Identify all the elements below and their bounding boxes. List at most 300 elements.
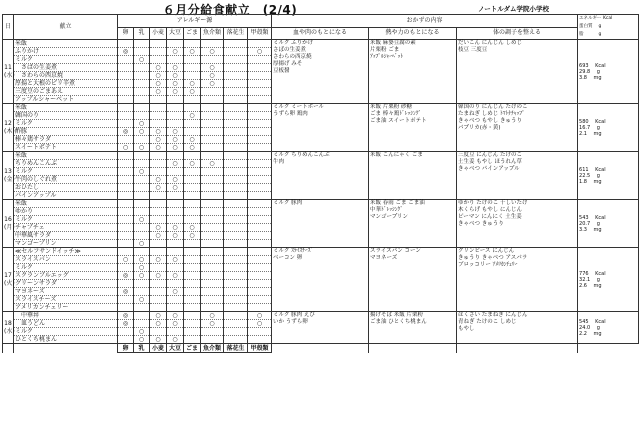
allergen-mark bbox=[224, 56, 248, 64]
allergen-mark bbox=[150, 280, 167, 288]
nutrition-values: 543 Kcal 20.7 g 3.3 mg bbox=[578, 200, 639, 248]
allergen-mark bbox=[224, 256, 248, 264]
allergen-header-4: ごま bbox=[184, 27, 201, 40]
nutrition-values: 693 Kcal 29.8 g 3.8 mg bbox=[578, 40, 639, 104]
allergen-mark bbox=[150, 48, 167, 56]
allergen-mark bbox=[167, 296, 184, 304]
allergen-mark bbox=[184, 304, 201, 312]
allergen-mark bbox=[248, 88, 272, 96]
allergen-mark bbox=[224, 72, 248, 80]
allergen-mark bbox=[118, 112, 134, 120]
footer-spacer bbox=[3, 344, 14, 353]
allergen-mark: ○ bbox=[184, 224, 201, 232]
allergen-mark bbox=[134, 208, 150, 216]
allergen-mark bbox=[224, 48, 248, 56]
contents-blood: ミルク ミートボール うずら卵 鶏肉 bbox=[272, 104, 369, 152]
allergen-mark: ○ bbox=[184, 112, 201, 120]
allergen-mark: ○ bbox=[150, 312, 167, 320]
allergen-mark: ○ bbox=[201, 320, 224, 328]
allergen-mark: ○ bbox=[201, 160, 224, 168]
allergen-mark bbox=[184, 192, 201, 200]
allergen-mark bbox=[224, 296, 248, 304]
allergen-mark bbox=[201, 120, 224, 128]
allergen-mark: ○ bbox=[150, 272, 167, 280]
menu-row bbox=[3, 312, 639, 320]
dish-name: 酢豚 bbox=[14, 128, 118, 136]
allergen-mark bbox=[248, 272, 272, 280]
dish-name: スライスチーズ bbox=[14, 296, 118, 304]
dish-name: ミルク bbox=[14, 120, 118, 128]
allergen-mark: ○ bbox=[150, 232, 167, 240]
allergen-footer-5: 魚介類 bbox=[201, 344, 224, 353]
allergen-mark: ○ bbox=[134, 328, 150, 336]
allergen-mark bbox=[248, 328, 272, 336]
allergen-mark bbox=[201, 248, 224, 256]
dish-name: マンゴープリン bbox=[14, 240, 118, 248]
dish-name: 米飯 bbox=[14, 40, 118, 48]
contents-blood: ミルク ふりかけ さばの生姜煮 さわらの西京焼 厚揚げ みそ 豆板醤 bbox=[272, 40, 369, 104]
allergen-mark bbox=[184, 216, 201, 224]
allergen-mark bbox=[224, 240, 248, 248]
dish-name: マヨネーズ bbox=[14, 288, 118, 296]
dish-name: 三度豆のごまあえ bbox=[14, 88, 118, 96]
allergen-mark: ○ bbox=[150, 88, 167, 96]
allergen-mark: ○ bbox=[167, 144, 184, 152]
day-date: 11 (水) bbox=[3, 40, 14, 104]
allergen-mark bbox=[184, 128, 201, 136]
allergen-mark: ○ bbox=[167, 312, 184, 320]
allergen-mark: ○ bbox=[184, 144, 201, 152]
allergen-mark bbox=[248, 184, 272, 192]
contents-body: だいこん にんじん しめじ 枝豆 三度豆 bbox=[457, 40, 578, 104]
header-menu: 献立 bbox=[14, 15, 118, 40]
allergen-mark: ○ bbox=[150, 128, 167, 136]
allergen-header-6: 落花生 bbox=[224, 27, 248, 40]
allergen-mark bbox=[118, 336, 134, 344]
allergen-mark bbox=[224, 192, 248, 200]
allergen-mark: ○ bbox=[167, 256, 184, 264]
dish-name: 棒々鶏サラダ bbox=[14, 136, 118, 144]
allergen-mark bbox=[167, 216, 184, 224]
allergen-mark: ○ bbox=[134, 256, 150, 264]
allergen-mark bbox=[201, 256, 224, 264]
allergen-mark bbox=[134, 304, 150, 312]
allergen-mark bbox=[224, 248, 248, 256]
allergen-mark bbox=[118, 240, 134, 248]
dish-name: 米飯 bbox=[14, 200, 118, 208]
school-name: ノートルダム学院小学校 bbox=[478, 5, 550, 13]
allergen-mark bbox=[184, 264, 201, 272]
menu-row bbox=[3, 200, 639, 208]
contents-heat: 揚げそば 米飯 片栗粉 ごま油 ひとくち桃まん bbox=[369, 312, 457, 344]
contents-body: 三度豆 にんじん たけのこ 土生姜 もやし ほうれん草 きゃべつ パインアップル bbox=[457, 152, 578, 200]
allergen-mark bbox=[118, 168, 134, 176]
allergen-mark bbox=[118, 216, 134, 224]
allergen-mark bbox=[150, 200, 167, 208]
allergen-mark: ◎ bbox=[118, 312, 134, 320]
allergen-mark bbox=[224, 96, 248, 104]
allergen-mark bbox=[201, 264, 224, 272]
dish-name: おひたし bbox=[14, 184, 118, 192]
contents-heat: 米飯 春雨 ごま ごま油 中華ﾄﾞﾚｯｼﾝｸﾞ マンゴープリン bbox=[369, 200, 457, 248]
allergen-mark: ○ bbox=[201, 312, 224, 320]
allergen-mark bbox=[167, 248, 184, 256]
allergen-mark bbox=[248, 192, 272, 200]
allergen-mark bbox=[201, 336, 224, 344]
allergen-mark bbox=[224, 88, 248, 96]
allergen-mark bbox=[184, 104, 201, 112]
allergen-mark bbox=[150, 56, 167, 64]
allergen-mark: ○ bbox=[134, 216, 150, 224]
allergen-mark: ○ bbox=[167, 224, 184, 232]
allergen-footer-7: 甲殻類 bbox=[248, 344, 272, 353]
allergen-mark bbox=[224, 264, 248, 272]
allergen-mark bbox=[201, 272, 224, 280]
allergen-mark bbox=[224, 160, 248, 168]
allergen-mark: ○ bbox=[201, 80, 224, 88]
allergen-mark bbox=[248, 112, 272, 120]
nutrition-values: 545 Kcal 24.0 g 2.2 mg bbox=[578, 312, 639, 344]
allergen-mark bbox=[248, 216, 272, 224]
allergen-mark bbox=[134, 320, 150, 328]
allergen-mark bbox=[167, 56, 184, 64]
allergen-mark: ○ bbox=[134, 272, 150, 280]
allergen-mark bbox=[224, 104, 248, 112]
header-contents: おかずの内容 bbox=[272, 15, 578, 28]
allergen-mark bbox=[167, 40, 184, 48]
allergen-mark bbox=[224, 64, 248, 72]
allergen-mark: ○ bbox=[167, 320, 184, 328]
allergen-mark bbox=[201, 304, 224, 312]
allergen-mark bbox=[224, 208, 248, 216]
allergen-mark bbox=[118, 80, 134, 88]
dish-name: ミルク bbox=[14, 56, 118, 64]
allergen-mark bbox=[201, 216, 224, 224]
contents-heat: スライスパン コーン マヨネーズ bbox=[369, 248, 457, 312]
allergen-mark bbox=[201, 136, 224, 144]
allergen-mark: ○ bbox=[118, 256, 134, 264]
allergen-mark bbox=[201, 200, 224, 208]
allergen-mark bbox=[150, 104, 167, 112]
allergen-mark: ○ bbox=[248, 48, 272, 56]
allergen-mark bbox=[167, 112, 184, 120]
dish-name: ミルク bbox=[14, 216, 118, 224]
allergen-mark bbox=[201, 144, 224, 152]
allergen-mark: ○ bbox=[134, 240, 150, 248]
allergen-mark bbox=[184, 240, 201, 248]
allergen-mark bbox=[248, 168, 272, 176]
allergen-mark: ◎ bbox=[118, 320, 134, 328]
allergen-mark bbox=[150, 192, 167, 200]
contents-blood: ミルク ｽﾗｲｽﾁｰｽﾞ ベーコン 卵 bbox=[272, 248, 369, 312]
allergen-mark bbox=[134, 112, 150, 120]
allergen-mark bbox=[248, 72, 272, 80]
allergen-mark: ○ bbox=[201, 64, 224, 72]
dish-name: 米飯 bbox=[14, 104, 118, 112]
allergen-mark: ○ bbox=[150, 256, 167, 264]
allergen-mark bbox=[248, 280, 272, 288]
allergen-mark bbox=[201, 192, 224, 200]
allergen-mark: ○ bbox=[184, 136, 201, 144]
footer-spacer bbox=[272, 344, 369, 353]
allergen-mark bbox=[201, 88, 224, 96]
allergen-mark bbox=[201, 40, 224, 48]
allergen-mark bbox=[134, 136, 150, 144]
footer-spacer bbox=[369, 344, 457, 353]
dish-name: 牛肉のしぐれ煮 bbox=[14, 176, 118, 184]
allergen-mark bbox=[150, 112, 167, 120]
allergen-mark: ○ bbox=[150, 64, 167, 72]
allergen-mark bbox=[118, 280, 134, 288]
allergen-mark bbox=[150, 168, 167, 176]
allergen-mark bbox=[167, 328, 184, 336]
allergen-mark bbox=[248, 120, 272, 128]
allergen-mark: ○ bbox=[167, 272, 184, 280]
allergen-mark bbox=[224, 80, 248, 88]
allergen-mark bbox=[201, 168, 224, 176]
allergen-mark bbox=[248, 160, 272, 168]
menu-row bbox=[3, 40, 639, 48]
allergen-mark bbox=[248, 264, 272, 272]
allergen-mark bbox=[150, 160, 167, 168]
dish-name: チャプチェ bbox=[14, 224, 118, 232]
dish-name: 皿うどん bbox=[14, 320, 118, 328]
header-day: 日 bbox=[3, 15, 14, 40]
allergen-mark bbox=[118, 64, 134, 72]
allergen-mark bbox=[224, 216, 248, 224]
allergen-mark bbox=[248, 40, 272, 48]
dish-name: ゆかり bbox=[14, 208, 118, 216]
allergen-mark bbox=[134, 280, 150, 288]
allergen-mark bbox=[118, 88, 134, 96]
header-allergy: アレルギー源 bbox=[118, 15, 272, 28]
day-date: 12 (木) bbox=[3, 104, 14, 152]
allergen-mark bbox=[118, 120, 134, 128]
allergen-mark bbox=[248, 336, 272, 344]
allergen-mark bbox=[118, 72, 134, 80]
dish-name: 中華丼 bbox=[14, 312, 118, 320]
allergen-mark bbox=[184, 64, 201, 72]
allergen-mark bbox=[224, 168, 248, 176]
page-title: ６月分給食献立 (2/4) bbox=[162, 3, 298, 17]
allergen-mark bbox=[150, 40, 167, 48]
allergen-mark bbox=[248, 56, 272, 64]
allergen-mark: ○ bbox=[184, 80, 201, 88]
allergen-mark bbox=[184, 200, 201, 208]
allergen-mark bbox=[134, 176, 150, 184]
allergen-mark bbox=[118, 248, 134, 256]
allergen-header-0: 卵 bbox=[118, 27, 134, 40]
allergen-mark bbox=[167, 240, 184, 248]
allergen-mark bbox=[201, 96, 224, 104]
allergen-mark bbox=[248, 288, 272, 296]
allergen-mark: ○ bbox=[184, 48, 201, 56]
allergen-mark bbox=[224, 224, 248, 232]
allergen-mark: ○ bbox=[184, 160, 201, 168]
allergen-mark bbox=[248, 128, 272, 136]
allergen-mark: ◎ bbox=[118, 48, 134, 56]
contents-body: グリンピース にんじん きゅうり きゃべつ アスパラ ブロッコリー ｱﾒﾘｶﾝﾁｪﾘｰ bbox=[457, 248, 578, 312]
allergen-mark bbox=[167, 168, 184, 176]
contents-body: はくさい たまねぎ にんじん 青ねぎ たけのこ しめじ もやし bbox=[457, 312, 578, 344]
dish-name: さわらの西京焼 bbox=[14, 72, 118, 80]
allergen-mark bbox=[248, 136, 272, 144]
allergen-mark bbox=[184, 296, 201, 304]
allergen-footer-row bbox=[3, 344, 639, 353]
contents-blood: ミルク 豚肉 えび いか うずら卵 bbox=[272, 312, 369, 344]
contents-blood: ミルク 豚肉 bbox=[272, 200, 369, 248]
allergen-mark: ○ bbox=[201, 48, 224, 56]
dish-name: スイートポテト bbox=[14, 144, 118, 152]
allergen-mark bbox=[184, 256, 201, 264]
footer-spacer bbox=[457, 344, 578, 353]
allergen-mark bbox=[248, 64, 272, 72]
allergen-mark bbox=[134, 184, 150, 192]
allergen-mark bbox=[134, 96, 150, 104]
menu-body bbox=[3, 40, 639, 344]
footer-spacer bbox=[14, 344, 118, 353]
allergen-mark bbox=[184, 184, 201, 192]
allergen-mark bbox=[224, 280, 248, 288]
allergen-mark bbox=[248, 80, 272, 88]
allergen-mark bbox=[184, 208, 201, 216]
allergen-mark bbox=[248, 144, 272, 152]
day-date: 13 (金) bbox=[3, 152, 14, 200]
allergen-mark bbox=[224, 328, 248, 336]
allergen-mark bbox=[118, 208, 134, 216]
allergen-mark bbox=[201, 240, 224, 248]
allergen-mark bbox=[184, 280, 201, 288]
allergen-mark: ○ bbox=[150, 144, 167, 152]
allergen-mark bbox=[184, 120, 201, 128]
allergen-mark bbox=[118, 232, 134, 240]
nutrition-values: 776 Kcal 32.1 g 2.6 mg bbox=[578, 248, 639, 312]
menu-row bbox=[3, 152, 639, 160]
allergen-mark bbox=[150, 96, 167, 104]
allergen-mark: ○ bbox=[167, 232, 184, 240]
allergen-mark bbox=[167, 304, 184, 312]
allergen-mark: ○ bbox=[134, 56, 150, 64]
allergen-mark bbox=[134, 224, 150, 232]
contents-body: 韓国のり にんじん たけのこ たまねぎ しめじ ﾄﾏﾄｹﾁｬｯﾌﾟ きゃべつ もやし きゅうり パプリカ(赤・黄) bbox=[457, 104, 578, 152]
allergen-mark bbox=[150, 304, 167, 312]
allergen-mark bbox=[118, 192, 134, 200]
allergen-mark bbox=[201, 288, 224, 296]
allergen-mark bbox=[150, 208, 167, 216]
allergen-mark bbox=[167, 208, 184, 216]
allergen-mark bbox=[184, 152, 201, 160]
allergen-mark bbox=[167, 200, 184, 208]
allergen-mark bbox=[224, 112, 248, 120]
allergen-mark bbox=[224, 152, 248, 160]
contents-heat: 米飯 こんにゃく ごま bbox=[369, 152, 457, 200]
allergen-mark bbox=[118, 56, 134, 64]
allergen-footer-3: 大豆 bbox=[167, 344, 184, 353]
allergen-mark bbox=[134, 88, 150, 96]
allergen-mark bbox=[201, 184, 224, 192]
dish-name: グリーンサラダ bbox=[14, 280, 118, 288]
dish-name: さばの生姜煮 bbox=[14, 64, 118, 72]
allergen-footer-1: 乳 bbox=[134, 344, 150, 353]
contents-heat: 米飯 片栗粉 砂糖 ごま 棒々鶏ﾄﾞﾚｯｼﾝｸﾞ ごま油 スイートポテト bbox=[369, 104, 457, 152]
allergen-mark bbox=[224, 320, 248, 328]
allergen-mark bbox=[118, 296, 134, 304]
allergen-mark: ○ bbox=[134, 168, 150, 176]
allergen-mark: ○ bbox=[201, 72, 224, 80]
allergen-mark bbox=[248, 240, 272, 248]
allergen-footer-0: 卵 bbox=[118, 344, 134, 353]
allergen-mark bbox=[150, 328, 167, 336]
allergen-mark bbox=[224, 232, 248, 240]
allergen-mark bbox=[201, 104, 224, 112]
allergen-mark bbox=[184, 168, 201, 176]
allergen-mark bbox=[118, 200, 134, 208]
allergen-mark bbox=[201, 176, 224, 184]
allergen-mark: ○ bbox=[184, 232, 201, 240]
allergen-mark bbox=[224, 40, 248, 48]
allergen-header-7: 甲殻類 bbox=[248, 27, 272, 40]
allergen-footer-4: ごま bbox=[184, 344, 201, 353]
allergen-mark bbox=[167, 264, 184, 272]
allergen-mark bbox=[184, 328, 201, 336]
allergen-header-5: 魚介類 bbox=[201, 27, 224, 40]
allergen-mark bbox=[118, 96, 134, 104]
allergen-mark bbox=[118, 224, 134, 232]
allergen-mark bbox=[134, 72, 150, 80]
allergen-mark: ○ bbox=[150, 224, 167, 232]
allergen-mark: ○ bbox=[167, 160, 184, 168]
dish-name: 中華風サラダ bbox=[14, 232, 118, 240]
allergen-mark bbox=[118, 160, 134, 168]
allergen-mark bbox=[150, 240, 167, 248]
allergen-mark: ○ bbox=[134, 128, 150, 136]
allergen-mark bbox=[184, 272, 201, 280]
allergen-mark: ○ bbox=[134, 336, 150, 344]
dish-name: ミルク bbox=[14, 168, 118, 176]
dish-name: ミルク bbox=[14, 328, 118, 336]
allergen-mark: ○ bbox=[184, 88, 201, 96]
allergen-mark: ○ bbox=[118, 144, 134, 152]
allergen-mark bbox=[118, 328, 134, 336]
allergen-mark: ○ bbox=[167, 88, 184, 96]
allergen-mark bbox=[134, 80, 150, 88]
allergen-mark: ○ bbox=[150, 336, 167, 344]
dish-name: ひとくち桃まん bbox=[14, 336, 118, 344]
allergen-mark bbox=[184, 320, 201, 328]
allergen-mark bbox=[167, 192, 184, 200]
allergen-mark bbox=[150, 296, 167, 304]
day-date: 18 (水) bbox=[3, 312, 14, 344]
allergen-mark bbox=[184, 312, 201, 320]
allergen-mark: ○ bbox=[167, 80, 184, 88]
allergen-mark bbox=[248, 224, 272, 232]
allergen-mark bbox=[201, 232, 224, 240]
allergen-mark: ○ bbox=[150, 80, 167, 88]
dish-name: ふりかけ bbox=[14, 48, 118, 56]
allergen-mark: ○ bbox=[150, 320, 167, 328]
allergen-mark bbox=[184, 96, 201, 104]
dish-name: スクランブルエッグ bbox=[14, 272, 118, 280]
allergen-mark bbox=[184, 56, 201, 64]
allergen-mark: ○ bbox=[134, 144, 150, 152]
allergen-mark bbox=[184, 288, 201, 296]
allergen-mark bbox=[150, 248, 167, 256]
allergen-mark bbox=[134, 232, 150, 240]
allergen-mark bbox=[248, 176, 272, 184]
allergen-mark bbox=[224, 288, 248, 296]
allergen-mark bbox=[134, 288, 150, 296]
allergen-header-1: 乳 bbox=[134, 27, 150, 40]
